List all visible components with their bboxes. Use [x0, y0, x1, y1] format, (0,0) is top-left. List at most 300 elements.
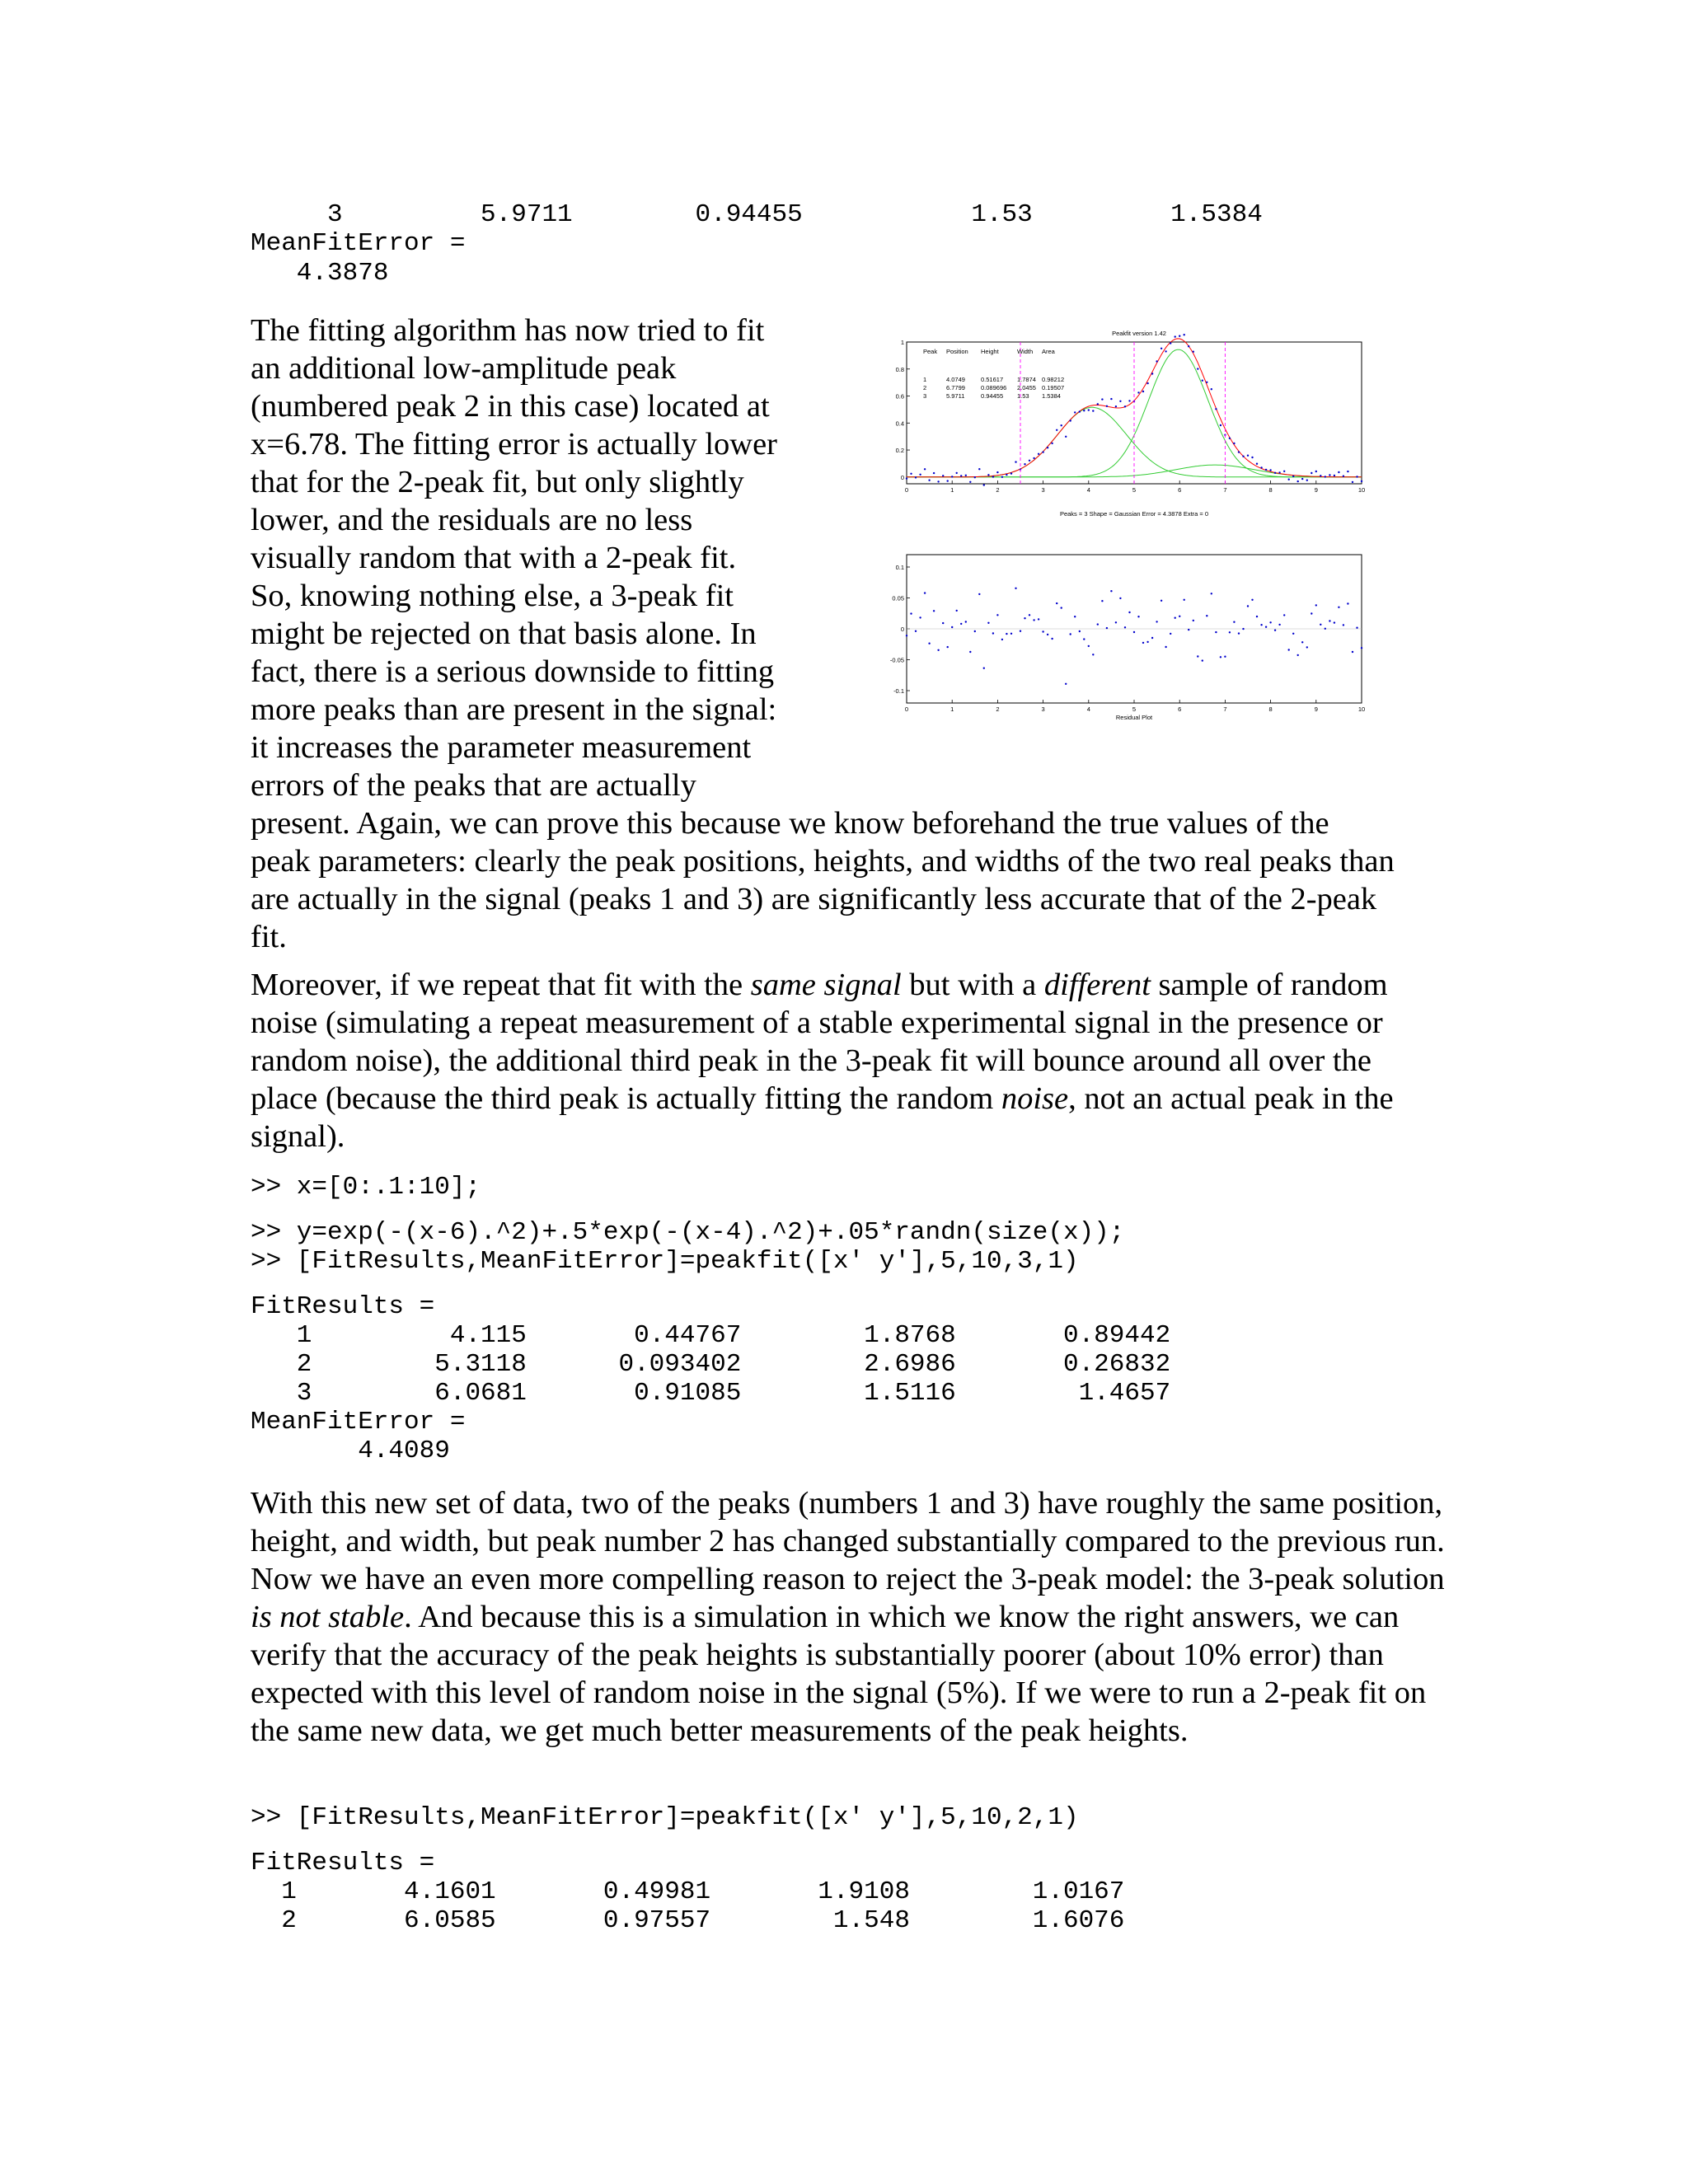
data-point — [1179, 335, 1180, 337]
y-tick-label: 0.4 — [895, 419, 904, 428]
data-point — [1211, 388, 1212, 390]
data-point — [1137, 391, 1139, 393]
residual-point — [919, 616, 921, 618]
data-point — [1015, 461, 1016, 462]
data-point — [1175, 335, 1176, 337]
data-point — [1251, 457, 1253, 458]
data-point — [1229, 438, 1231, 439]
data-point — [1047, 447, 1048, 448]
fit-results-row: 1 4.1601 0.49981 1.9108 1.0167 — [251, 1877, 1125, 1906]
data-point — [965, 475, 967, 476]
paragraph-line: that for the 2-peak fit, but only slightly — [251, 465, 744, 499]
residual-point — [1029, 614, 1030, 616]
residual-point — [1088, 645, 1090, 647]
data-point — [1074, 411, 1076, 413]
text-run: but with a — [901, 968, 1044, 1002]
data-point — [1197, 368, 1198, 369]
data-point — [924, 468, 926, 470]
residual-point — [1242, 628, 1244, 630]
residual-point — [933, 610, 935, 612]
data-point — [1151, 373, 1153, 374]
data-point — [1101, 398, 1103, 400]
paragraph-line: present. Again, we can prove this because we know beforehand the true values of the — [251, 806, 1329, 841]
data-point — [1320, 475, 1321, 476]
x-tick-label: 0 — [904, 705, 909, 713]
data-point — [974, 476, 976, 478]
data-point — [1160, 348, 1162, 349]
residual-point — [1229, 631, 1231, 633]
residual-point — [1338, 607, 1339, 608]
code-line: >> [FitResults,MeanFitError]=peakfit([x' y'],5,10,2,1) — [251, 1803, 1079, 1832]
text-run: With this new set of data, two of the peaks (numbers 1 and 3) have roughly the same position, height, and width, but peak number 2 has changed substantially compared to the previous run. Now we have an even more compelling reason to reject the 3-peak model: the 3-peak solution — [251, 1486, 1445, 1596]
x-tick-label: 7 — [1223, 486, 1227, 494]
text-run: Moreover, if we repeat that fit with the — [251, 968, 751, 1002]
residual-point — [1092, 654, 1094, 655]
text-run: sample of random noise (simulating a repeat measurement of a stable experimental signal in the presence or random noise), the additional third peak in the 3-peak fit will bounce around all over the place (because the third peak is actually fitting the random — [251, 968, 1388, 1116]
data-point — [1088, 409, 1090, 410]
residual-point — [1260, 624, 1262, 626]
text-run: , not an actual peak in the signal). — [251, 1081, 1394, 1154]
data-point — [1106, 405, 1108, 407]
residual-point — [928, 643, 930, 644]
residual-point — [1283, 614, 1285, 616]
residual-point — [1020, 630, 1021, 632]
x-tick-label: 4 — [1086, 705, 1090, 713]
data-point — [1338, 471, 1339, 473]
x-tick-label: 2 — [996, 486, 1000, 494]
paragraph-3 — [251, 1484, 1446, 1750]
data-point — [1265, 469, 1267, 471]
table-cell: 0.94455 — [981, 392, 1004, 400]
residual-point — [906, 635, 907, 636]
text-run: . And because this is a simulation in which we know the right answers, we can verify that the accuracy of the peak heights is substantially poorer (about 10% error) than expected with this level of random noise in the signal (5%). If we were to run a 2-peak fit on the same new data, we get much better measurements of the peak heights. — [251, 1600, 1427, 1748]
paragraph-line: So, knowing nothing else, a 3-peak fit — [251, 579, 734, 613]
data-point — [1070, 419, 1071, 421]
data-point — [1361, 480, 1362, 482]
x-tick-label: 9 — [1314, 486, 1318, 494]
residual-point — [924, 592, 926, 593]
code-line: >> x=[0:.1:10]; — [251, 1173, 481, 1202]
residual-point — [1311, 612, 1312, 614]
residual-point — [1347, 602, 1348, 604]
data-point — [996, 471, 998, 473]
data-point — [1356, 476, 1357, 477]
x-tick-label: 6 — [1178, 486, 1182, 494]
residual-point — [1170, 633, 1171, 635]
paragraph-line: an additional low-amplitude peak — [251, 351, 677, 386]
x-tick-label: 1 — [950, 486, 954, 494]
residual-point — [951, 626, 953, 628]
y-tick-label: 0.05 — [892, 594, 904, 602]
residual-point — [1070, 633, 1071, 635]
x-tick-label: 0 — [904, 486, 909, 494]
data-point — [1097, 403, 1099, 405]
residual-point — [1110, 590, 1112, 592]
residual-point — [1233, 621, 1235, 623]
paragraph-line: x=6.78. The fitting error is actually lower — [251, 427, 777, 462]
paragraph-line: fit. — [251, 920, 287, 954]
data-point — [1325, 476, 1326, 477]
residual-point — [947, 646, 949, 648]
residual-point — [1038, 618, 1039, 620]
data-point — [1260, 466, 1262, 468]
residual-point — [1202, 659, 1203, 661]
residual-point — [1343, 624, 1344, 626]
data-point — [960, 475, 962, 476]
fit-results-row: 1 4.115 0.44767 1.8768 0.89442 — [251, 1321, 1171, 1350]
paragraph-line: might be rejected on that basis alone. In — [251, 616, 757, 651]
data-point — [1156, 360, 1157, 362]
paragraph-line: (numbered peak 2 in this case) located at — [251, 389, 770, 424]
data-point — [1124, 405, 1126, 407]
mean-fit-error-value: 4.4089 — [251, 1436, 450, 1465]
residual-point — [1151, 637, 1153, 639]
residual-point — [992, 632, 994, 634]
data-point — [1079, 410, 1081, 412]
table-cell: 0.089696 — [981, 384, 1007, 391]
residual-point — [1292, 633, 1294, 635]
data-point — [1206, 382, 1207, 383]
table-cell: 1 — [923, 376, 927, 383]
residual-point — [1006, 633, 1007, 635]
data-point — [928, 480, 930, 481]
emphasis-same-signal: same signal — [750, 968, 902, 1002]
paragraph-line: fact, there is a serious downside to fitting — [251, 654, 775, 689]
data-point — [987, 474, 989, 476]
y-tick-label: -0.05 — [889, 656, 904, 664]
residual-point — [1278, 624, 1280, 626]
paragraph-line: errors of the peaks that are actually — [251, 768, 696, 803]
data-point — [1242, 456, 1244, 457]
residual-point — [1051, 638, 1053, 640]
data-point — [1042, 451, 1043, 452]
residual-point — [1224, 656, 1226, 658]
x-tick-label: 6 — [1178, 705, 1182, 713]
residual-point — [1124, 626, 1126, 628]
y-tick-label: 0 — [900, 473, 904, 481]
residual-point — [1329, 620, 1330, 621]
data-point — [915, 476, 917, 478]
status-line: Peaks = 3 Shape = Gaussian Error = 4.3878 Extra = 0 — [1059, 510, 1209, 518]
y-tick-label: 0.2 — [895, 447, 904, 455]
table-cell: 2.0455 — [1017, 384, 1036, 391]
paragraph-line: visually random that with a 2-peak fit. — [251, 541, 737, 575]
residual-point — [1197, 655, 1198, 657]
residual-point — [978, 593, 980, 595]
data-point — [1065, 436, 1067, 438]
residual-point — [987, 622, 989, 624]
residual-point — [1188, 629, 1189, 630]
data-point — [1306, 480, 1308, 481]
residual-point — [1352, 651, 1353, 653]
residual-point — [1215, 631, 1217, 633]
x-tick-label: 8 — [1268, 486, 1273, 494]
code-line: >> y=exp(-(x-6).^2)+.5*exp(-(x-4).^2)+.05*randn(size(x)); — [251, 1218, 1125, 1247]
residual-point — [965, 621, 967, 622]
data-point — [1056, 429, 1057, 431]
data-point — [1292, 476, 1294, 477]
emphasis-not-stable: is not stable — [251, 1600, 405, 1634]
table-cell: 1.53 — [1017, 392, 1029, 400]
table-cell: 0.51617 — [981, 376, 1004, 383]
residual-point — [1074, 616, 1076, 617]
residual-point — [1184, 599, 1185, 601]
data-point — [1343, 476, 1344, 477]
residual-point — [1306, 646, 1308, 648]
paragraph-line: are actually in the signal (peaks 1 and 3) are significantly less accurate that of the 2-peak — [251, 882, 1377, 916]
table-cell: 1.5384 — [1042, 392, 1061, 400]
data-point — [1006, 474, 1007, 476]
data-point — [1288, 479, 1290, 480]
table-cell: 1.7874 — [1017, 376, 1036, 383]
data-point — [1184, 334, 1185, 335]
data-point — [1061, 424, 1062, 426]
residual-point — [1274, 630, 1276, 631]
fit-results-label: FitResults = — [251, 1292, 435, 1321]
paragraph-line: peak parameters: clearly the peak positions, heights, and widths of the two real peaks than — [251, 844, 1395, 879]
fit-results-label: FitResults = — [251, 1849, 435, 1877]
fit-results-row: 2 6.0585 0.97557 1.548 1.6076 — [251, 1906, 1125, 1935]
emphasis-noise: noise — [1001, 1081, 1069, 1116]
data-point — [978, 468, 980, 470]
mean-fit-error-value: 4.3878 — [251, 259, 389, 288]
residual-point — [1288, 649, 1290, 650]
fit-results-row: 3 6.0681 0.91085 1.5116 1.4657 — [251, 1379, 1171, 1408]
residual-point — [1238, 632, 1240, 634]
paragraph-2 — [251, 966, 1446, 1155]
data-point — [1033, 457, 1034, 459]
data-point — [937, 480, 939, 482]
residual-point — [1334, 621, 1335, 623]
data-point — [1233, 443, 1235, 444]
residual-point — [974, 630, 976, 632]
y-tick-label: 0.8 — [895, 365, 904, 373]
paragraph-line: it increases the parameter measurement — [251, 730, 752, 765]
y-tick-label: 0 — [900, 626, 904, 633]
residual-point — [1115, 621, 1117, 623]
residual-point — [1356, 627, 1357, 629]
data-point — [919, 474, 921, 476]
residual-point — [942, 622, 944, 624]
residual-point — [915, 630, 917, 632]
residual-point — [969, 651, 971, 653]
fit-results-row: 2 5.3118 0.093402 2.6986 0.26832 — [251, 1350, 1171, 1379]
data-point — [1110, 398, 1112, 400]
residual-point — [1047, 634, 1048, 635]
x-tick-label: 9 — [1314, 705, 1318, 713]
data-point — [1347, 471, 1348, 472]
y-tick-label: 0.1 — [895, 564, 904, 571]
residual-point — [1101, 600, 1103, 602]
residual-point — [1320, 624, 1321, 626]
data-point — [1311, 472, 1312, 474]
residual-point — [1206, 615, 1207, 616]
residual-point — [956, 610, 958, 612]
y-tick-label: 1 — [900, 339, 904, 346]
data-point — [1188, 345, 1189, 347]
residual-point — [1179, 616, 1180, 617]
residual-point — [1083, 638, 1085, 640]
residual-point — [1142, 642, 1144, 644]
residual-point — [1220, 656, 1221, 658]
residual-point — [996, 614, 998, 616]
data-point — [1165, 350, 1166, 352]
data-point — [1301, 478, 1303, 480]
table-cell: 6.7799 — [946, 384, 965, 391]
residual-point — [1137, 616, 1139, 617]
residual-plot-label: Residual Plot — [1115, 714, 1153, 721]
residual-point — [1251, 599, 1253, 601]
table-header-cell: Position — [946, 348, 968, 355]
data-point — [956, 472, 958, 474]
residual-point — [1042, 630, 1043, 632]
mean-fit-error-label: MeanFitError = — [251, 229, 466, 258]
residual-point — [1361, 647, 1362, 649]
data-point — [1024, 463, 1025, 465]
y-tick-label: 0.6 — [895, 392, 904, 401]
data-point — [1115, 405, 1117, 407]
residual-point — [1325, 628, 1326, 630]
data-point — [1315, 471, 1317, 472]
residual-point — [1106, 627, 1108, 629]
data-point — [1001, 476, 1003, 478]
x-tick-label: 7 — [1223, 705, 1227, 713]
residual-point — [910, 612, 912, 614]
x-tick-label: 4 — [1086, 486, 1090, 494]
residual-point — [1001, 639, 1003, 640]
residual-point — [983, 668, 985, 669]
x-tick-label: 8 — [1268, 705, 1273, 713]
x-tick-label: 5 — [1132, 705, 1137, 713]
data-point — [1238, 451, 1240, 452]
residual-point — [1133, 631, 1135, 633]
table-cell: 2 — [923, 384, 927, 391]
y-tick-label: -0.1 — [893, 687, 904, 695]
table-cell: 0.98212 — [1042, 376, 1065, 383]
data-point — [910, 473, 912, 475]
residual-point — [960, 623, 962, 625]
data-point — [947, 480, 949, 481]
paragraph-line: lower, and the residuals are no less — [251, 503, 693, 537]
data-point — [1051, 443, 1053, 444]
residual-point — [1056, 602, 1057, 604]
data-point — [1092, 410, 1094, 411]
x-tick-label: 3 — [1041, 705, 1045, 713]
residual-point — [1015, 588, 1016, 589]
table-cell: 4.0749 — [946, 376, 965, 383]
residual-point — [1193, 620, 1194, 621]
peakfit-figure-svg — [857, 326, 1385, 721]
residual-point — [1024, 617, 1025, 619]
table-header-cell: Height — [981, 348, 999, 355]
residual-point — [1301, 641, 1303, 643]
data-point — [906, 477, 907, 479]
residual-point — [1033, 619, 1034, 621]
data-point — [1329, 474, 1330, 476]
data-point — [1010, 472, 1012, 474]
residual-point — [1160, 600, 1162, 602]
residual-point — [1156, 621, 1157, 622]
data-point — [1334, 475, 1335, 476]
data-point — [1193, 351, 1194, 353]
data-point — [951, 476, 953, 477]
x-tick-label: 2 — [996, 705, 1000, 713]
figure-title: Peakfit version 1.42 — [1112, 330, 1166, 337]
data-point — [1029, 460, 1030, 462]
residual-point — [1010, 633, 1012, 635]
paragraph-line: The fitting algorithm has now tried to fit — [251, 313, 765, 348]
code-output-row: 3 5.9711 0.94455 1.53 1.5384 — [251, 200, 1263, 229]
residual-point — [937, 649, 939, 651]
data-point — [1297, 480, 1299, 482]
residual-point — [1211, 593, 1212, 594]
paragraph-line: more peaks than are present in the signal: — [251, 692, 777, 727]
data-point — [1256, 463, 1258, 465]
data-point — [1274, 472, 1276, 474]
data-point — [1278, 471, 1280, 473]
data-point — [1083, 410, 1085, 411]
x-tick-label: 10 — [1357, 705, 1366, 713]
residual-point — [1265, 626, 1267, 628]
data-point — [1146, 382, 1148, 384]
data-point — [1170, 342, 1171, 344]
x-tick-label: 5 — [1132, 486, 1137, 494]
data-point — [1142, 391, 1144, 392]
residual-point — [1061, 607, 1062, 608]
mean-fit-error-label: MeanFitError = — [251, 1408, 466, 1436]
table-cell: 3 — [923, 392, 927, 400]
table-header-cell: Width — [1017, 348, 1034, 355]
residual-point — [1315, 604, 1317, 606]
residual-point — [1119, 598, 1121, 599]
table-cell: 0.19507 — [1042, 384, 1065, 391]
emphasis-different: different — [1043, 968, 1151, 1002]
residual-point — [1146, 641, 1148, 643]
residual-point — [1097, 623, 1099, 625]
data-point — [942, 475, 944, 476]
data-point — [1119, 401, 1121, 402]
residual-point — [1297, 654, 1299, 656]
table-header-cell: Area — [1042, 348, 1055, 355]
residual-point — [1065, 683, 1067, 685]
data-point — [1038, 453, 1039, 455]
residual-point — [1175, 617, 1176, 619]
residual-point — [1256, 616, 1258, 617]
data-point — [1215, 408, 1217, 410]
data-point — [1283, 471, 1285, 472]
x-tick-label: 1 — [950, 705, 954, 713]
table-cell: 5.9711 — [946, 392, 965, 400]
data-point — [1247, 455, 1249, 457]
table-header-cell: Peak — [923, 348, 938, 355]
residual-point — [1128, 612, 1130, 613]
x-tick-label: 3 — [1041, 486, 1045, 494]
peakfit-figure — [857, 326, 1385, 721]
data-point — [1220, 424, 1221, 426]
residual-point — [1269, 621, 1271, 623]
x-tick-label: 10 — [1357, 486, 1366, 494]
data-point — [969, 481, 971, 483]
residual-point — [1165, 646, 1166, 648]
data-point — [1269, 469, 1271, 471]
data-point — [1352, 481, 1353, 483]
data-point — [933, 472, 935, 474]
residual-point — [1079, 630, 1081, 632]
data-point — [1202, 380, 1203, 382]
data-point — [1128, 400, 1130, 401]
residual-point — [1247, 605, 1249, 607]
data-point — [992, 476, 994, 477]
